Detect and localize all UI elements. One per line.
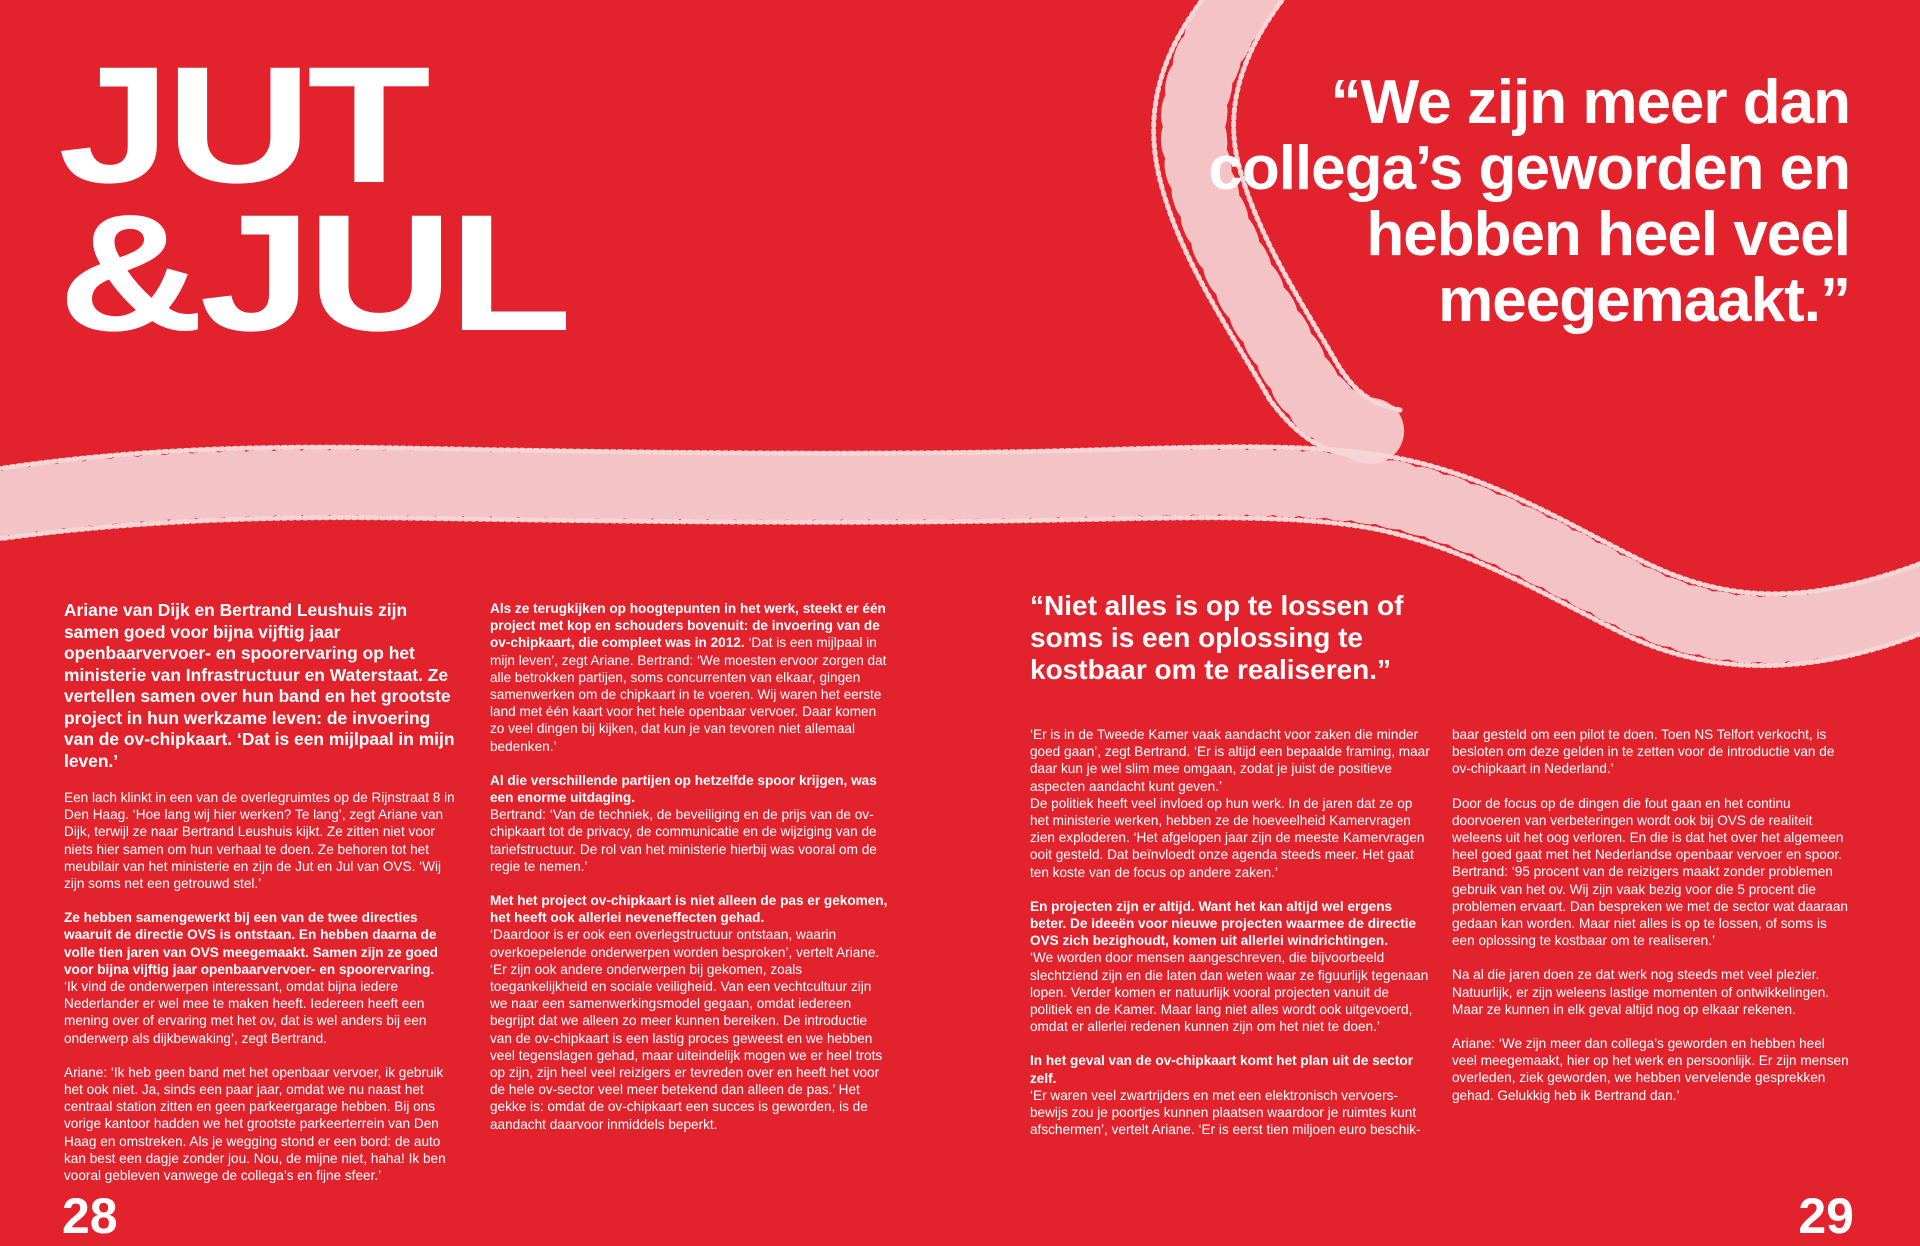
page-number-right: 29 — [1798, 1188, 1854, 1244]
bold-paragraph: Al die verschillende partijen op hetzelfde spoor krijgen, was een enorme uitdaging. — [490, 772, 877, 806]
title-line-1: JUT — [58, 33, 426, 218]
body-paragraph: Ariane: ‘Ik heb geen band met het openbaar vervoer, ik gebruik het ook niet. Ja, sinds een paar jaar, omdat we nu naast het centraal station zitten en geen parkeergarage hebben. Bij ons vorige kantoor hadden we het grootste parkeerterrein van Den Haag en omstreken. Als je wegging stond er een bord: de auto kan best een dagje zonder jou. Nou, de mijne niet, haha! Ik ben vooral gebleven vanwege de collega’s en fijne sfeer.’ — [64, 1064, 446, 1184]
body-paragraph: De politiek heeft veel invloed op hun werk. In de jaren dat ze op het ministerie werken, hebben ze de hoeveelheid Kamervragen zien exploderen. ‘Het afgelopen jaar zijn de meeste Kamervragen ooit gesteld. Dat beïnvloedt onze agenda steeds meer. Het gaat ten koste van de focus op andere zaken.’ — [1030, 795, 1425, 880]
body-paragraph: ‘We worden door mensen aangeschreven, die bijvoorbeeld slechtziend zijn en die laten dan weten waar ze figuurlijk tegenaan lopen. Verder komen er natuurlijk vooral projecten vanuit de politiek en de Kamer. Maar lang niet alles wordt ook uitgevoerd, omdat er allerlei redenen kunnen zijn om het niet te doen.’ — [1030, 950, 1429, 1035]
title-line-2: &JUL — [58, 181, 568, 366]
bold-paragraph: In het geval van de ov-chipkaart komt het plan uit de sector zelf. — [1030, 1053, 1413, 1086]
bold-paragraph: En projecten zijn er altijd. Want het kan altijd wel ergens beter. De ideeën voor nieuwe projecten waarmee de directie OVS zich bezighoudt, komen uit allerlei windrichtingen. — [1030, 898, 1417, 949]
body-paragraph: ‘Daardoor is er ook een overlegstructuur ontstaan, waarin overkoepelende onderwerpen worden besproken’, vertelt Ariane. ‘Er zijn ook andere onderwerpen bij gekomen, zoals toegankelijkheid en sociale veiligheid. Van een vechtcultuur zijn we naar een samenwerkingsmodel gegaan, omdat iedereen begrijpt dat we alleen zo meer kunnen bereiken. De introductie van de ov-chipkaart is een lastig proces geweest en we hebben veel tegenslagen gehad, maar uiteindelijk mogen we er heel trots op zijn, zijn heel veel reizigers er tevreden over en heeft het voor de hele ov-sector veel meer betekend dan alleen de pas.’ Het gekke is: omdat de ov-chipkaart een succes is geworden, is de aandacht daarvoor inmiddels beperkt. — [490, 927, 883, 1132]
body-paragraph: ‘Er is in de Tweede Kamer vaak aandacht voor zaken die minder goed gaan’, zegt Bertrand. ‘Er is altijd een bepaalde framing, maar daar kun je wel slim mee omgaan, zodat je juist de positieve aspecten aandacht kunt geven.’ — [1030, 727, 1430, 794]
column-3 — [1030, 726, 1430, 1155]
intro-paragraph: Ariane van Dijk en Bertrand Leushuis zijn samen goed voor bijna vijftig jaar openbaarvervoer- en spoorervaring op het ministerie van Infrastructuur en Waterstaat. Ze vertellen samen over hun band en het grootste project in hun werkzame leven: de invoering van de ov-chipkaart. ‘Dat is een mijlpaal in mijn leven.’ — [64, 600, 455, 771]
body-paragraph: baar gesteld om een pilot te doen. Toen NS Telfort verkocht, is besloten om deze gelden in te zetten voor de introductie van de ov-chipkaart in Nederland.’ — [1452, 727, 1835, 777]
page-number-left: 28 — [62, 1188, 118, 1244]
column-2 — [490, 600, 890, 1150]
column-1 — [64, 600, 464, 1201]
body-paragraph: Door de focus op de dingen die fout gaan en het continu doorvoeren van verbeteringen wordt ook bij OVS de realiteit weleens uit het oog verloren. En die is dat het over het algemeen heel goed gaat met het Nederlandse openbaar vervoer en spoor. Bertrand: ‘95 procent van de reizigers maakt zonder problemen gebruik van het ov. Wij zijn vaak bezig voor die 5 procent die problemen ervaart. Dan bespreken we met de sector wat daaraan gedaan kan worden. Maar niet alles is op te lossen, of soms is een oplossing te kostbaar om te realiseren.’ — [1452, 795, 1848, 949]
main-pull-quote: “We zijn meer dan collega’s geworden en hebben heel veel meegemaakt.” — [1208, 68, 1850, 335]
body-paragraph: ‘Er waren veel zwartrijders en met een elektronisch vervoers-bewijs zou je poortjes kunnen plaatsen waardoor je ruimtes kunt afschermen’, vertelt Ariane. ‘Er is eerst tien miljoen euro beschik- — [1030, 1087, 1421, 1138]
column-4 — [1452, 726, 1852, 1121]
body-paragraph-with-bold-lead — [490, 600, 890, 755]
body-text: ‘Dat is een mijlpaal in mijn leven’, zegt Ariane. Bertrand: ‘We moesten ervoor zorgen dat alle betrokken partijen, soms concurrenten van elkaar, gingen samenwerken om de chipkaart in te voeren. Wij waren het eerste land met één kaart voor het hele openbaar vervoer. Daar komen zo veel dingen bij kijken, dat kun je van tevoren niet allemaal bedenken.’ — [490, 635, 887, 754]
secondary-pull-quote: “Niet alles is op te lossen of soms is een oplossing te kostbaar om te realiseren.” — [1030, 590, 1404, 685]
bold-paragraph: Met het project ov-chipkaart is niet alleen de pas er gekomen, het heeft ook allerlei neveneffecten gehad. — [490, 893, 888, 926]
article-title — [58, 33, 568, 366]
body-paragraph: Ariane: ‘We zijn meer dan collega’s geworden en hebben heel veel meegemaakt, hier op het werk en persoonlijk. Er zijn mensen overleden, ziek geworden, we hebben vervelende gesprekken gehad. Gelukkig heb ik Bertrand dan.’ — [1452, 1036, 1849, 1103]
body-paragraph: Na al die jaren doen ze dat werk nog steeds met veel plezier. Natuurlijk, er zijn weleens lastige momenten of ontwikkelingen. Maar ze kunnen in elk geval altijd nog op elkaar rekenen. — [1452, 967, 1830, 1017]
bold-lead: Als ze terugkijken op hoogtepunten in het werk, steekt er één project met kop en schouders bovenuit: de invoering van de ov-chipkaart, die compleet was in 2012. — [490, 601, 886, 651]
bold-paragraph: Ze hebben samengewerkt bij een van de twee directies waaruit de directie OVS is ontstaan. En hebben daarna de volle tien jaren van OVS meegemaakt. Samen zijn ze goed voor bijna vijftig jaar openbaarvervoer- en spoorervaring. — [64, 910, 438, 977]
body-paragraph: Een lach klinkt in een van de overlegruimtes op de Rijnstraat 8 in Den Haag. ‘Hoe lang wij hier werken? Te lang’, zegt Ariane van Dijk, terwijl ze naar Bertrand Leushuis kijkt. Ze zitten niet voor niets hier samen om hun verhaal te doen. Ze behoren tot het meubilair van het ministerie en zijn de Jut en Jul van OVS. ‘Wij zijn soms net een getrouwd stel.’ — [64, 790, 455, 892]
body-paragraph: ‘Ik vind de onderwerpen interessant, omdat bijna iedere Nederlander er wel mee te maken heeft. Iedereen heeft een mening over of ervaring met het ov, dat is wel anders bij een onderwerp als dijkbewaking’, zegt Bertrand. — [64, 979, 427, 1046]
body-paragraph: Bertrand: ‘Van de techniek, de beveiliging en de prijs van de ov-chipkaart tot de privacy, de communicatie en de wijziging van de tariefstructuur. De rol van het ministerie hierbij was vooral om de regie te nemen.’ — [490, 807, 877, 874]
